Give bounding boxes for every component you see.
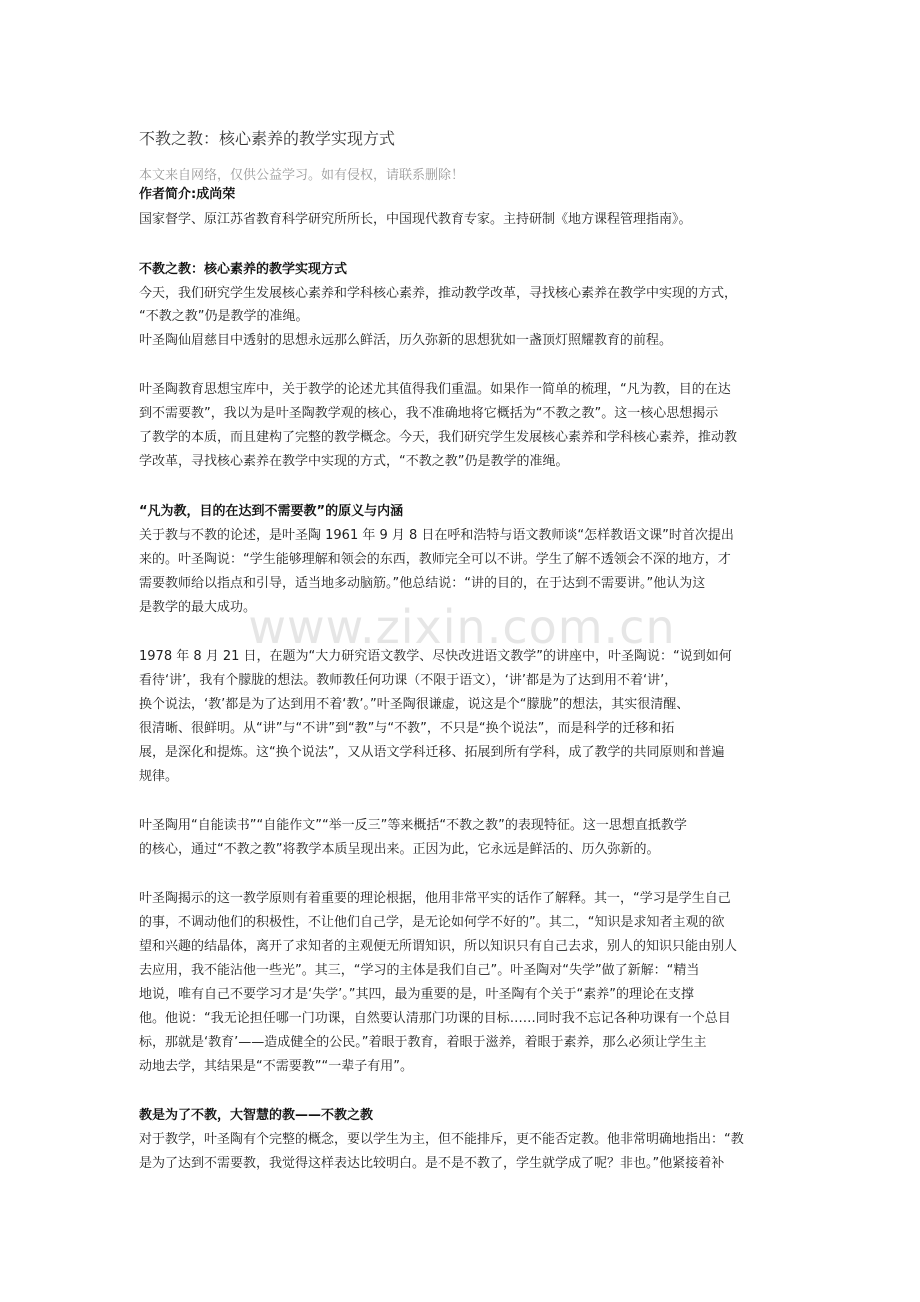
paragraph-line: 去应用，我不能沾他一些光”。其三，“学习的主体是我们自己”。叶圣陶对“失学”做了新解：“精当 bbox=[139, 963, 700, 978]
paragraph-line: 换个说法，‘教’都是为了达到用不着‘教’。”叶圣陶很谦虚，说这是个“朦胧”的想法，其实很清醒、 bbox=[139, 697, 690, 712]
paragraph-line: 的事，不调动他们的积极性，不让他们自己学，是无论如何学不好的”。其二，“知识是求知者主观的欲 bbox=[139, 915, 725, 930]
paragraph-line: 动地去学，其结果是“不需要教”“一辈子有用”。 bbox=[139, 1059, 413, 1074]
paragraph-line: 叶圣陶揭示的这一教学原则有着重要的理论根据，他用非常平实的话作了解释。其一，“学习是学生自己 bbox=[139, 891, 731, 906]
paragraph-line: 国家督学、原江苏省教育科学研究所所长，中国现代教育专家。主持研制《地方课程管理指南》。 bbox=[139, 212, 692, 227]
paragraph-line: 需要教师给以指点和引导，适当地多动脑筋。”他总结说：“讲的目的，在于达到不需要讲。”他认为这 bbox=[139, 576, 706, 591]
watermark: www.zixin.com.cn bbox=[248, 600, 676, 654]
section-heading: “凡为教，目的在达到不需要教”的原义与内涵 bbox=[139, 504, 404, 519]
paragraph-line: 了教学的本质，而且建构了完整的教学概念。今天，我们研究学生发展核心素养和学科核心素养，推动教 bbox=[139, 430, 738, 445]
paragraph-line: 对于教学，叶圣陶有个完整的概念，要以学生为主，但不能排斥，更不能否定教。他非常明确地指出：“教 bbox=[139, 1132, 744, 1147]
section-heading: 教是为了不教，大智慧的教——不教之教 bbox=[139, 1108, 374, 1123]
paragraph-line: 的核心，通过“不教之教”将教学本质呈现出来。正因为此，它永远是鲜活的、历久弥新的。 bbox=[139, 842, 660, 857]
paragraph-line: 看待‘讲’，我有个朦胧的想法。教师教任何功课（不限于语文），‘讲’都是为了达到用不着‘讲’， bbox=[139, 673, 678, 688]
page-title: 不教之教：核心素养的教学实现方式 bbox=[139, 129, 396, 148]
paragraph-line: 来的。叶圣陶说：“学生能够理解和领会的东西，教师完全可以不讲。学生了解不透领会不深的地方，才 bbox=[139, 552, 731, 567]
section-heading: 作者简介:成尚荣 bbox=[139, 187, 236, 202]
paragraph-line: 叶圣陶用“自能读书”“自能作文”“举一反三”等来概括“不教之教”的表现特征。这一思想直抵教学 bbox=[139, 818, 687, 833]
paragraph-line: 是教学的最大成功。 bbox=[139, 600, 257, 615]
paragraph-line: 望和兴趣的结晶体，离开了求知者的主观便无所谓知识，所以知识只有自己去求，别人的知识只能由别人 bbox=[139, 939, 738, 954]
paragraph-line: 关于教与不教的论述，是叶圣陶 1961 年 9 月 8 日在呼和浩特与语文教师谈“怎样教语文课”时首次提出 bbox=[139, 528, 734, 543]
paragraph-line: 叶圣陶教育思想宝库中，关于教学的论述尤其值得我们重温。如果作一简单的梳理，“凡为教，目的在达 bbox=[139, 382, 731, 397]
paragraph-line: 展，是深化和提炼。这“换个说法”，又从语文学科迁移、拓展到所有学科，成了教学的共同原则和普遍 bbox=[139, 745, 725, 760]
copyright-notice: 本文来自网络，仅供公益学习。如有侵权，请联系删除！ bbox=[139, 168, 465, 183]
section-heading: 不教之教：核心素养的教学实现方式 bbox=[139, 262, 348, 277]
paragraph-line: “不教之教”仍是教学的准绳。 bbox=[139, 309, 309, 324]
paragraph-line: 到不需要教”，我以为是叶圣陶教学观的核心，我不准确地将它概括为“不教之教”。这一核心思想揭示 bbox=[139, 406, 719, 421]
paragraph-line: 学改革，寻找核心素养在教学中实现的方式，“不教之教”仍是教学的准绳。 bbox=[139, 454, 569, 469]
paragraph-line: 1978 年 8 月 21 日，在题为“大力研究语文教学、尽快改进语文教学”的讲座中，叶圣陶说：“说到如何 bbox=[139, 649, 732, 664]
paragraph-line: 是为了达到不需要教，我觉得这样表达比较明白。是不是不教了，学生就学成了呢？非也。”他紧接着补 bbox=[139, 1156, 725, 1171]
paragraph-line: 很清晰、很鲜明。从“讲”与“不讲”到“教”与“不教”，不只是“换个说法”，而是科学的迁移和拓 bbox=[139, 721, 675, 736]
paragraph-line: 叶圣陶仙眉慈目中透射的思想永远那么鲜活，历久弥新的思想犹如一盏顶灯照耀教育的前程。 bbox=[139, 333, 673, 348]
paragraph-line: 今天，我们研究学生发展核心素养和学科核心素养，推动教学改革，寻找核心素养在教学中实现的方式， bbox=[139, 286, 738, 301]
paragraph-line: 标，那就是‘教育’——造成健全的公民。”着眼于教育，着眼于滋养，着眼于素养，那么必须让学生主 bbox=[139, 1035, 707, 1050]
paragraph-line: 地说，唯有自己不要学习才是‘失学’。”其四，最为重要的是，叶圣陶有个关于“素养”的理论在支撑 bbox=[139, 987, 694, 1002]
paragraph-line: 规律。 bbox=[139, 769, 179, 784]
paragraph-line: 他。他说：“我无论担任哪一门功课，自然要认清那门功课的目标……同时我不忘记各种功课有一个总目 bbox=[139, 1011, 731, 1026]
